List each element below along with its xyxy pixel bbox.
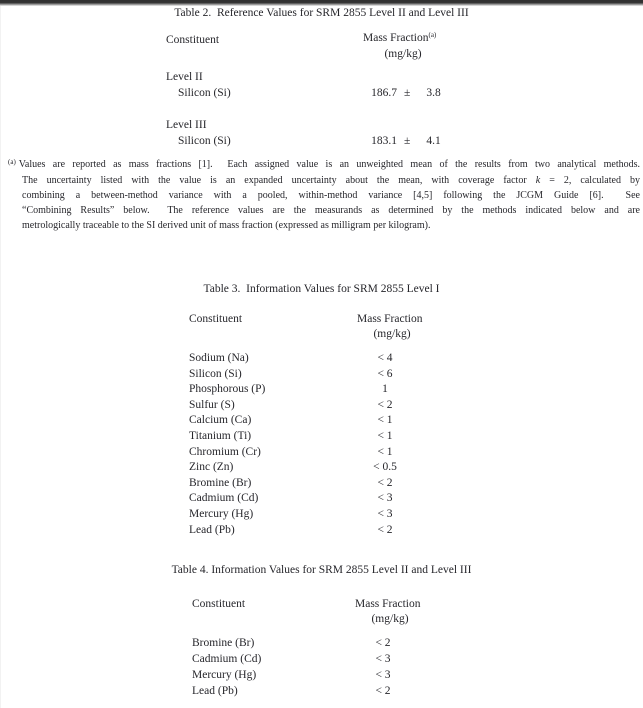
footnote-a (8, 157, 640, 233)
value-cell: < 2 (375, 685, 391, 697)
table-row (189, 491, 425, 507)
value-cell: < 2 (377, 476, 393, 489)
table2-group-level-iii-label: Level III (166, 119, 207, 131)
table4-header-constituent: Constituent (192, 598, 246, 610)
footnote-text: Values are reported as mass fractions [1]. Each assigned value is an unweighted mean of the results from two analytical methods. (18, 159, 640, 170)
footnote-text: The uncertainty listed with the value is an expanded uncertainty about the mean, with coverage factor (22, 175, 536, 186)
table3-header-constituent: Constituent (189, 313, 243, 325)
constituent-cell: Titanium (Ti) (189, 429, 252, 442)
constituent-cell: Mercury (Hg) (192, 669, 257, 681)
table4-body (192, 635, 423, 699)
footnote-reference-superscript: (a) (428, 31, 437, 39)
constituent-cell: Lead (Pb) (189, 523, 235, 536)
value-cell: < 3 (377, 492, 393, 505)
footnote-text: metrologically traceable to the SI derived unit of mass fraction (expressed as milligram per kilogram). (22, 220, 431, 231)
constituent-cell: Calcium (Ca) (189, 414, 252, 427)
table-row (192, 635, 423, 651)
table-row (192, 667, 423, 683)
constituent-cell: Silicon (Si) (189, 367, 242, 380)
constituent-cell: Cadmium (Cd) (189, 492, 259, 505)
table-row (189, 413, 425, 429)
table-row (189, 445, 425, 461)
table4-header-unit: (mg/kg) (371, 613, 409, 625)
table3-header-mass-fraction: Mass Fraction (357, 313, 423, 325)
table-row (189, 398, 425, 414)
uncertainty-value: 3.8 (426, 87, 441, 99)
table-row (189, 476, 425, 492)
constituent-cell: Sulfur (S) (189, 398, 235, 411)
table-row (189, 460, 425, 476)
table-row (189, 382, 425, 398)
value-cell: < 0.5 (373, 461, 397, 474)
table2-header-mass-fraction (363, 31, 436, 47)
table2-group-level-ii-label: Level II (166, 71, 203, 83)
mass-fraction-label: Mass Fraction (363, 32, 429, 44)
mass-fraction-value: 186.7 (371, 87, 397, 99)
value-cell: < 1 (377, 445, 393, 458)
value-cell: < 1 (377, 414, 393, 427)
plus-minus-symbol: ± (404, 87, 411, 99)
value-cell: < 1 (377, 429, 393, 442)
constituent-cell: Zinc (Zn) (189, 461, 234, 474)
table2-row-value (357, 86, 441, 101)
value-cell: < 4 (377, 352, 393, 364)
value-cell: < 2 (377, 398, 393, 411)
footnote-line (8, 203, 640, 218)
table2-header-constituent: Constituent (166, 34, 220, 46)
constituent-cell: Sodium (Na) (189, 352, 249, 364)
constituent-cell: Lead (Pb) (192, 685, 238, 697)
value-cell: < 3 (375, 669, 391, 681)
footnote-line (8, 157, 640, 173)
footnote-text: = 2, calculated by (540, 175, 640, 186)
table2-row-constituent: Silicon (Si) (178, 87, 231, 99)
table4-header-mass-fraction: Mass Fraction (355, 598, 421, 610)
table-row (189, 351, 425, 367)
table-row (189, 367, 425, 383)
table-row (189, 507, 425, 523)
footnote-line (8, 188, 640, 203)
value-cell: 1 (382, 383, 388, 396)
footnote-text: “Combining Results” below. The reference values are the measurands as determined by the methods indicated below and are (22, 205, 640, 216)
constituent-cell: Bromine (Br) (192, 637, 255, 649)
constituent-cell: Cadmium (Cd) (192, 653, 262, 665)
value-cell: < 3 (377, 507, 393, 520)
constituent-cell: Bromine (Br) (189, 476, 252, 489)
footnote-text: combining a between-method variance with a pooled, within-method variance [4,5] following the JCGM Guide [6]. See (22, 190, 640, 201)
table-row (189, 429, 425, 445)
footnote-line (8, 218, 640, 233)
table-row (192, 683, 423, 699)
table-row (189, 523, 425, 539)
table4-title: Table 4. Information Values for SRM 2855 Level II and Level III (171, 564, 472, 576)
value-cell: < 2 (375, 637, 391, 649)
table2-row-value (357, 134, 441, 149)
table2-header-unit: (mg/kg) (384, 48, 422, 60)
plus-minus-symbol: ± (404, 135, 411, 147)
constituent-cell: Phosphorous (P) (189, 383, 266, 396)
table-row (192, 651, 423, 667)
value-cell: < 2 (377, 523, 393, 536)
footnote-marker: (a) (8, 157, 16, 166)
table3-header-unit: (mg/kg) (373, 328, 411, 340)
table3-title: Table 3. Information Values for SRM 2855 Level I (203, 283, 440, 295)
constituent-cell: Chromium (Cr) (189, 445, 261, 458)
footnote-line (8, 173, 640, 188)
table3-body (189, 351, 425, 538)
constituent-cell: Mercury (Hg) (189, 507, 254, 520)
table2-title: Table 2. Reference Values for SRM 2855 Level II and Level III (174, 7, 469, 19)
value-cell: < 6 (377, 367, 393, 380)
uncertainty-value: 4.1 (426, 135, 441, 147)
value-cell: < 3 (375, 653, 391, 665)
mass-fraction-value: 183.1 (371, 135, 397, 147)
table2-row-constituent: Silicon (Si) (178, 135, 231, 147)
italic-k-symbol: k (535, 175, 541, 186)
